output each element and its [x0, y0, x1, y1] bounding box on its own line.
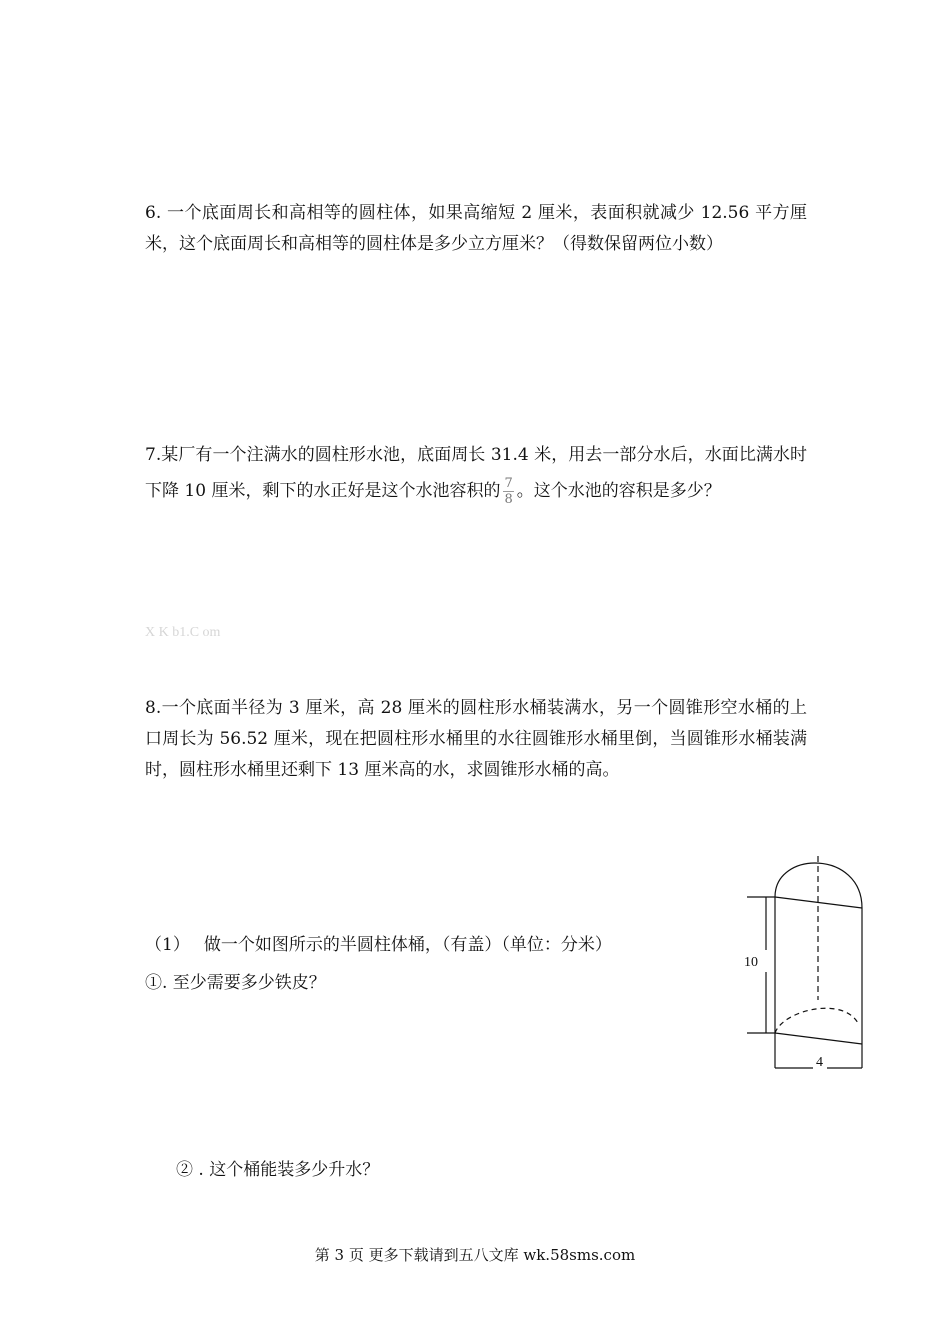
- question-7-text-before: 7.某厂有一个注满水的圆柱形水池，底面周长 31.4 米，用去一部分水后，水面比满水时下降 10 厘米，剩下的水正好是这个水池容积的: [145, 445, 807, 501]
- sub-question-1-number: （1）: [145, 935, 190, 955]
- bottom-dashed-arc: [775, 1008, 859, 1033]
- sub-question-1: [145, 932, 612, 958]
- question-6: 6. 一个底面周长和高相等的圆柱体，如果高缩短 2 厘米，表面积就减少 12.56 平方厘米，这个底面周长和高相等的圆柱体是多少立方厘米？（得数保留两位小数）: [145, 203, 807, 254]
- fraction-denominator: 8: [504, 492, 513, 507]
- question-8: 8.一个底面半径为 3 厘米，高 28 厘米的圆柱形水桶装满水，另一个圆锥形空水桶的上口周长为 56.52 厘米，现在把圆柱形水桶里的水往圆锥形水桶里倒，当圆锥形水桶装满时，圆柱形水桶里还剩下 13 厘米高的水，求圆锥形水桶的高。: [145, 698, 807, 780]
- sub-item-2: ② . 这个桶能装多少升水？: [176, 1160, 380, 1180]
- sub-item-1: ①. 至少需要多少铁皮？: [145, 973, 326, 993]
- width-label: 4: [816, 1055, 823, 1070]
- page-footer: 第 3 页 更多下载请到五八文库 wk.58sms.com: [314, 1246, 636, 1264]
- sub-question-1-text: 做一个如图所示的半圆柱体桶，（有盖）（单位：分米）: [203, 935, 612, 955]
- height-label: 10: [744, 955, 758, 970]
- watermark-text: X K b1.C om: [145, 625, 221, 640]
- bottom-chord: [775, 1033, 862, 1044]
- question-7: [145, 437, 807, 509]
- fraction-seven-eighths: [503, 476, 513, 507]
- question-7-text-after: 。这个水池的容积是多少？: [516, 481, 721, 501]
- half-cylinder-figure: [735, 850, 875, 1072]
- fraction-numerator: 7: [504, 476, 513, 491]
